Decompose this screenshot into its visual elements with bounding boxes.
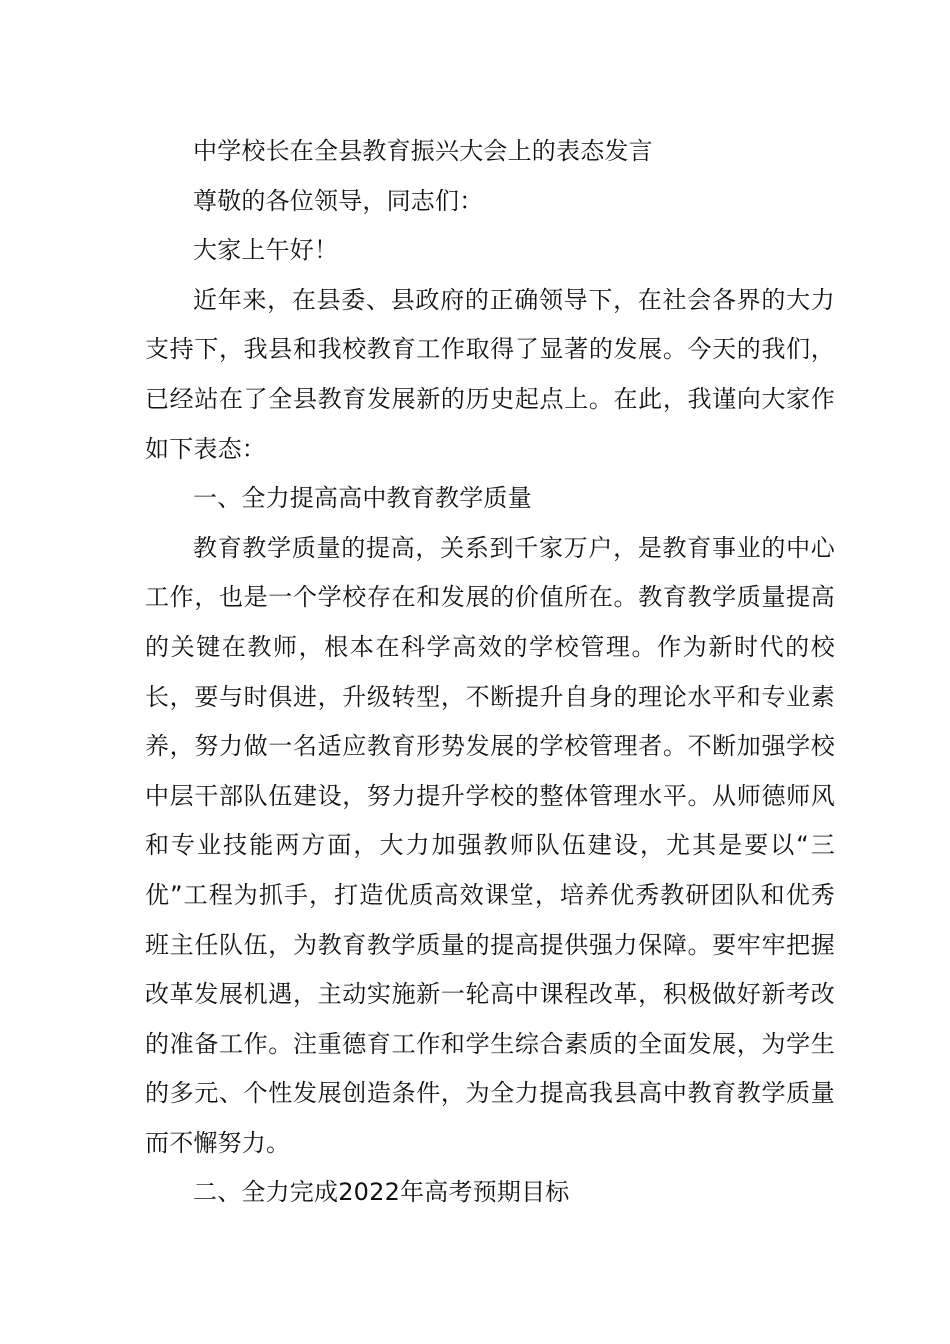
- intro-paragraph: 近年来，在县委、县政府的正确领导下，在社会各界的大力支持下，我县和我校教育工作取得了显著的发展。今天的我们，已经站在了全县教育发展新的历史起点上。在此，我谨向大家作如下表态：: [145, 285, 835, 463]
- greeting: 大家上午好！: [193, 236, 339, 265]
- document-title: 中学校长在全县教育振兴大会上的表态发言: [193, 137, 653, 165]
- section-2-heading: 二、全力完成2022年高考预期目标: [193, 1178, 570, 1207]
- document-body: [145, 127, 835, 1218]
- section-1-heading: 一、全力提高高中教育教学质量: [193, 484, 532, 513]
- section-1-paragraph: 教育教学质量的提高，关系到千家万户，是教育事业的中心工作，也是一个学校存在和发展的价值所在。教育教学质量提高的关键在教师，根本在科学高效的学校管理。作为新时代的校长，要与时俱进，升级转型，不断提升自身的理论水平和专业素养，努力做一名适应教育形势发展的学校管理者。不断加强学校中层干部队伍建设，努力提升学校的整体管理水平。从师德师风和专业技能两方面，大力加强教师队伍建设，尤其是要以“三优”工程为抓手，打造优质高效课堂，培养优秀教研团队和优秀班主任队伍，为教育教学质量的提高提供强力保障。要牢牢把握改革发展机遇，主动实施新一轮高中课程改革，积极做好新考改的准备工作。注重德育工作和学生综合素质的全面发展，为学生的多元、个性发展创造条件，为全力提高我县高中教育教学质量而不懈努力。: [145, 533, 835, 1157]
- salutation: 尊敬的各位领导，同志们：: [193, 186, 484, 215]
